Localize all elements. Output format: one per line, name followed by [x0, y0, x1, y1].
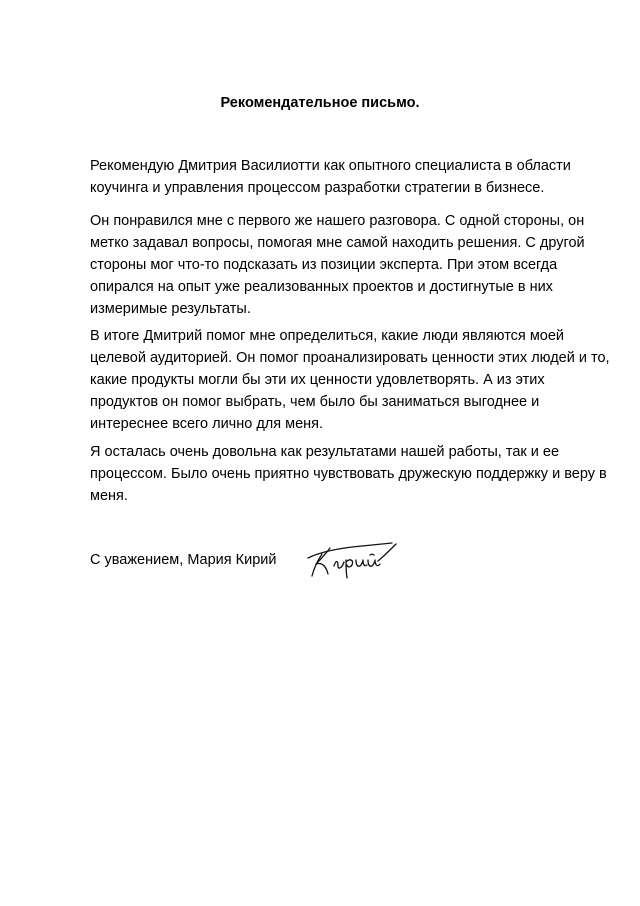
paragraph-line: опирался на опыт уже реализованных проектов и достигнутые в них	[90, 279, 553, 295]
paragraph-line: интереснее всего лично для меня.	[90, 416, 324, 432]
paragraph-line: Он понравился мне с первого же нашего разговора. С одной стороны, он	[90, 213, 585, 229]
letter-title: Рекомендательное письмо.	[220, 95, 420, 111]
paragraph-line: целевой аудиторией. Он помог проанализировать ценности этих людей и то,	[90, 350, 610, 366]
paragraph-4	[90, 441, 607, 507]
paragraph-line: Рекомендую Дмитрия Василиотти как опытного специалиста в области	[90, 158, 571, 174]
paragraph-line: В итоге Дмитрий помог мне определиться, какие люди являются моей	[90, 328, 565, 344]
paragraph-line: процессом. Было очень приятно чувствовать дружескую поддержку и веру в	[90, 466, 607, 482]
paragraph-line: коучинга и управления процессом разработки стратегии в бизнесе.	[90, 180, 545, 196]
paragraph-line: метко задавал вопросы, помогая мне самой находить решения. С другой	[90, 235, 585, 251]
signature-strokes	[308, 543, 396, 578]
paragraph-line: какие продукты могли бы эти их ценности удовлетворять. А из этих	[90, 372, 545, 388]
paragraph-line: Я осталась очень довольна как результатами нашей работы, так и ее	[90, 444, 560, 460]
paragraph-2	[90, 210, 585, 320]
paragraph-line: меня.	[90, 488, 128, 504]
paragraph-line: измеримые результаты.	[90, 301, 251, 317]
paragraph-line: стороны мог что-то подсказать из позиции эксперта. При этом всегда	[90, 257, 558, 273]
paragraph-1	[90, 155, 571, 199]
closing-signoff: С уважением, Мария Кирий	[90, 552, 277, 568]
paragraph-line: продуктов он помог выбрать, чем было бы заниматься выгоднее и	[90, 394, 540, 410]
handwritten-signature	[300, 530, 400, 585]
paragraph-3	[90, 325, 610, 435]
